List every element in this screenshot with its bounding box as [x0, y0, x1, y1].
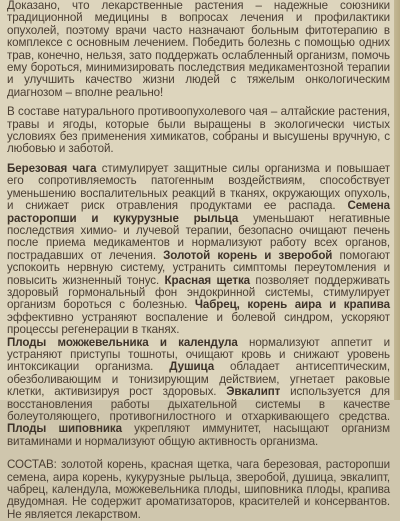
ingredient-milk-thistle: Семена расторопши и кукурузные рыльца [7, 199, 390, 225]
ingredient-eucalyptus: Эвкалипт [226, 385, 281, 399]
ingredient-birch-chaga: Березовая чага [7, 161, 97, 175]
intro-paragraph: Доказано, что лекарственные растения – надежные союзники традиционной медицины в вопросах лечения и профилактики опухолей, поэтому врачи часто назначают больным фитотерапию в комплексе с основным лечением. Победить болезнь с помощью одних трав, конечно, нельзя, зато поддержать ослабленный организм, помочь ему бороться, минимизировать последствия медикаментозной терапии и улучшить качество жизни людей с тяжелым онкологическим диагнозом – вполне реально! [7, 0, 390, 99]
ingredients-paragraph-2: Плоды можжевельника и календула нормализуют аппетит и устраняют приступы тошноты, очищают кровь и снижают уровень интоксикации организма. Душица обладает антисептическим, обезболивающим и тонизирующим действием, угнетает раковые клетки, активизируя рост здоровых. Эвкалипт используется для восстановления работы дыхательной системы в качестве болеутоляющего, противогнилостного и отхаркивающего средства. Плоды шиповника укрепляют иммунитет, насыщают организм витаминами и нормализуют общую активность организма. [7, 335, 391, 448]
ingredient-red-brush: Красная щетка [164, 273, 251, 287]
ingredient-thyme: Чабрец, корень аира и крапива [194, 298, 390, 312]
ingredient-oregano: Душица [169, 360, 215, 374]
composition-intro-paragraph: В составе натурального противоопухолевого чая – алтайские растения, травы и ягоды, которые были выращены в экологически чистых условиях без применения химикатов, собраны и высушены вручную, с любовью и заботой. [7, 105, 390, 156]
ingredients-paragraph-1: Березовая чага стимулирует защитные силы организма и повышает его сопротивляемость патогенным воздействиям, способствует уменьшению воспалительных реакций в тканях, окружающих опухоль, и снижает риск отравления продуктами ее распада. Семена расторопши и кукурузные рыльца уменьшают негативные последствия химио- и лучевой терапии, безопасно очищают печень после приема медикаментов и нормализуют работу всех органов, пострадавших от лечения. Золотой корень и зверобой помогают успокоить нервную систему, устранить симптомы переутомления и повысить жизненный тонус. Красная щетка позволяет поддерживать здоровый гормональный фон эндокринной системы, стимулирует организм бороться с болезнью. Чабрец, корень аира и крапива эффективно устраняют воспаление и болевой синдром, ускоряют процессы регенерации в тканях. [7, 161, 390, 337]
ingredient-juniper: Плоды можжевельника и календула [7, 335, 238, 349]
sostav-paragraph: СОСТАВ: золотой корень, красная щетка, чага березовая, расторопши семена, аира корень, кукурузные рыльца, зверобой, душица, эвкалипт, чабрец, календула, можжевельника плоды, шиповника плоды, крапива двудомная. Не содержит ароматизаторов, красителей и консервантов. Не является лекарством. [7, 458, 390, 521]
sostav-label: СОСТАВ: [7, 458, 57, 472]
ingredient-golden-root: Золотой корень и зверобой [163, 248, 333, 262]
ingredient-rosehip: Плоды шиповника [7, 422, 122, 436]
package-edge [394, 0, 400, 400]
